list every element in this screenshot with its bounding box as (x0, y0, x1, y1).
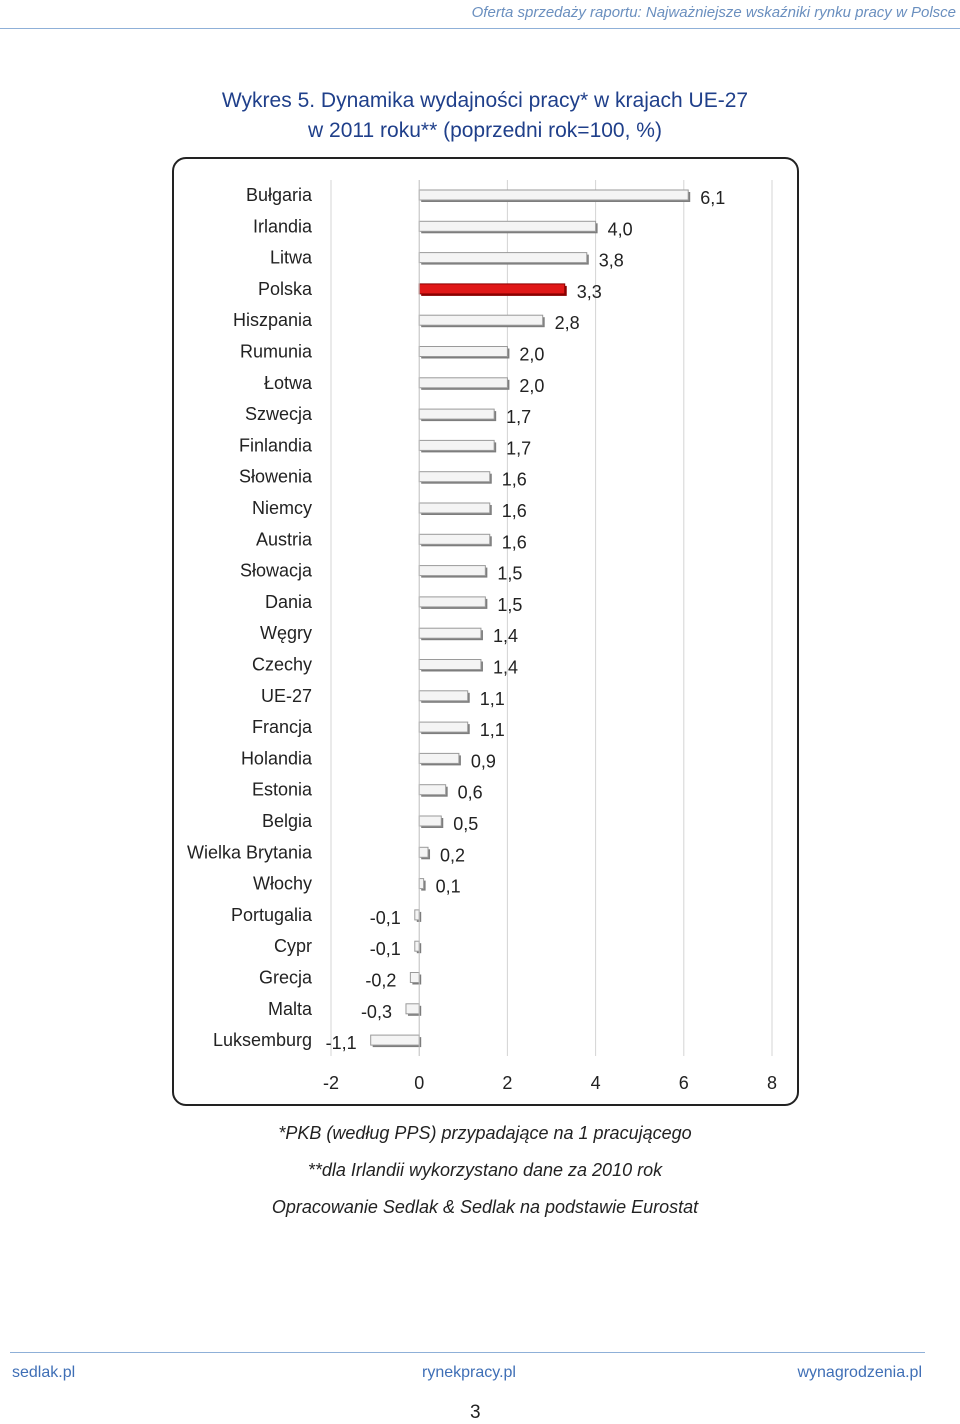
footnote-pkb: *PKB (według PPS) przypadające na 1 pracującego (278, 1123, 692, 1143)
category-label: Włochy (252, 873, 312, 894)
data-label: 0,9 (470, 751, 496, 772)
category-label: Litwa (269, 247, 312, 268)
data-label: 1,6 (501, 532, 527, 553)
footnote-source: Opracowanie Sedlak & Sedlak na podstawie Eurostat (271, 1197, 699, 1217)
bar (419, 409, 494, 419)
bar (419, 879, 423, 889)
data-label: 1,4 (492, 657, 518, 678)
data-label: 0,5 (453, 814, 479, 834)
bar (419, 628, 481, 638)
category-label: Rumunia (239, 341, 312, 362)
bar (419, 660, 481, 670)
x-tick-label: -2 (322, 1073, 340, 1093)
bar (419, 190, 688, 200)
category-label: Hiszpania (232, 310, 312, 331)
data-label: -0,3 (360, 1001, 392, 1022)
report-header-note: Oferta sprzedaży raportu: Najważniejsze wskaźniki rynku pracy w Polsce (471, 4, 956, 21)
data-label: 2,0 (519, 375, 545, 396)
bar (419, 847, 428, 857)
category-label: UE-27 (260, 685, 312, 706)
category-label: Dania (264, 591, 312, 612)
data-label: 4,0 (607, 219, 633, 240)
data-label: -0,2 (365, 970, 397, 991)
category-label: Finlandia (238, 435, 312, 456)
category-label: Wielka Brytania (186, 842, 312, 863)
category-label: Niemcy (251, 498, 312, 518)
footnotes (170, 1120, 800, 1231)
bar (419, 503, 490, 513)
page-number: 3 (470, 1402, 481, 1423)
bar (419, 566, 485, 576)
x-tick-label: 0 (414, 1073, 425, 1093)
category-label: Portugalia (230, 904, 312, 925)
data-label: 0,2 (440, 845, 466, 866)
data-label: 2,8 (554, 313, 580, 334)
category-label: Holandia (240, 748, 312, 769)
x-tick-label: 4 (590, 1073, 601, 1093)
category-label: Cypr (273, 936, 312, 957)
bar (419, 315, 542, 325)
bar (419, 347, 507, 357)
bar (419, 753, 459, 763)
footnote-irlandia: **dla Irlandii wykorzystano dane za 2010 rok (307, 1160, 663, 1180)
x-tick-label: 6 (678, 1073, 689, 1093)
data-label: 0,1 (435, 876, 461, 897)
category-label: Belgia (261, 811, 312, 831)
data-label: -0,1 (369, 907, 401, 928)
data-label: 1,4 (492, 626, 518, 647)
data-label: 3,8 (598, 250, 624, 271)
footer-link-sedlak[interactable]: sedlak.pl (12, 1364, 76, 1381)
footer-link-wynagrodzenia[interactable]: wynagrodzenia.pl (797, 1364, 922, 1381)
category-label: Czechy (251, 654, 312, 675)
bar (419, 440, 494, 450)
footer-link-rynekpracy[interactable]: rynekpracy.pl (422, 1364, 516, 1381)
data-label: 2,0 (519, 344, 545, 365)
bar (371, 1035, 420, 1045)
bar (419, 378, 507, 388)
bar (419, 722, 468, 732)
chart-title-line-2: w 2011 roku** (poprzedni rok=100, %) (308, 119, 662, 142)
category-label: Estonia (251, 779, 312, 800)
bar (419, 534, 490, 544)
category-label: Węgry (259, 623, 312, 644)
category-label: Bułgaria (245, 185, 312, 205)
category-label: Polska (257, 278, 312, 299)
category-label: Grecja (258, 967, 312, 988)
category-label: Słowenia (238, 466, 312, 487)
bar (415, 941, 419, 951)
category-label: Słowacja (239, 560, 312, 581)
category-label: Austria (255, 529, 312, 550)
data-label: 1,7 (506, 407, 532, 428)
bar (419, 785, 445, 795)
data-label: 6,1 (700, 188, 726, 208)
category-label: Łotwa (263, 372, 312, 393)
category-label: Luksemburg (212, 1030, 312, 1051)
data-label: -1,1 (325, 1033, 357, 1054)
footer-divider (10, 1352, 925, 1353)
bar (419, 472, 490, 482)
data-label: 1,7 (506, 438, 532, 459)
data-label: 0,6 (457, 782, 483, 803)
chart-title-line-1: Wykres 5. Dynamika wydajności pracy* w krajach UE-27 (221, 89, 749, 112)
bar (410, 973, 419, 983)
data-label: -0,1 (369, 939, 401, 960)
category-label: Malta (267, 998, 312, 1019)
data-label: 1,1 (479, 720, 505, 741)
x-tick-label: 8 (766, 1073, 778, 1093)
x-tick-label: 2 (502, 1073, 513, 1093)
data-label: 3,3 (576, 281, 602, 302)
category-label: Francja (251, 717, 312, 738)
bar (419, 816, 441, 826)
category-label: Irlandia (252, 216, 312, 237)
data-label: 1,6 (501, 469, 527, 490)
bar (406, 1004, 419, 1014)
data-label: 1,1 (479, 688, 505, 709)
bar (419, 221, 595, 231)
bar (419, 597, 485, 607)
bar (419, 253, 587, 263)
category-label: Szwecja (244, 404, 312, 425)
data-label: 1,5 (497, 594, 523, 615)
bar-highlight (419, 284, 565, 294)
data-label: 1,6 (501, 501, 527, 521)
bar (419, 691, 468, 701)
bar (415, 910, 419, 920)
data-label: 1,5 (497, 563, 523, 584)
